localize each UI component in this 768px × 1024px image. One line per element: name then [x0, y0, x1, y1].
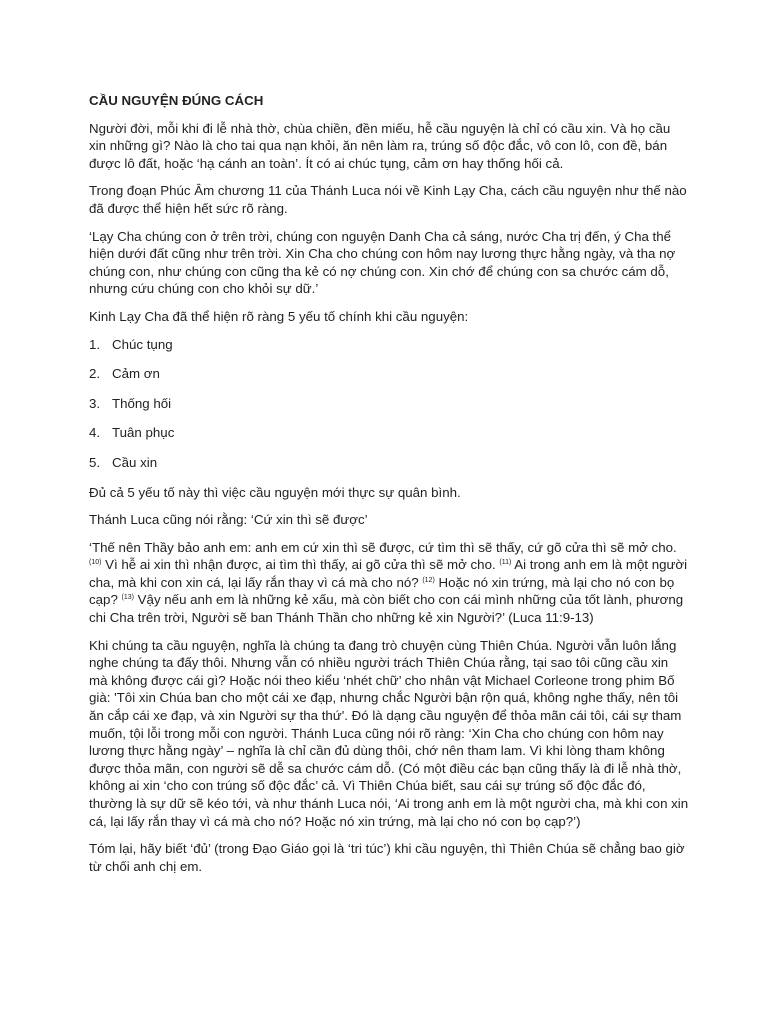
verse-number: (13)	[121, 594, 134, 602]
paragraph-lords-prayer: ‘Lạy Cha chúng con ở trên trời, chúng con nguyện Danh Cha cả sáng, nước Cha trị đến, ý Cha thể hiện dưới đất cũng như trên trời. Xin Cha cho chúng con hôm nay lương thực hằng ngày, và tha nợ chúng con, như chúng con cũng tha kẻ có nợ chúng con. Xin chớ để chúng con sa chước cám dỗ, nhưng cứu chúng con cho khỏi sự dữ.’	[89, 228, 676, 297]
verse-number: (11)	[499, 559, 512, 567]
list-text: Cầu xin	[112, 454, 158, 470]
paragraph-conclusion: Tóm lại, hãy biết ‘đủ’ (trong Đạo Giáo gọi là ‘tri túc’) khi cầu nguyện, thì Thiên Chúa sẽ chẳng bao giờ từ chối anh chị em.	[89, 841, 685, 874]
quote-text: Vậy nếu anh em là những kẻ xấu, mà còn biết cho con cái mình những của tốt lành, phương chi Cha trên trời, Người sẽ ban Thánh Thần cho những kẻ xin Người?’ (Luca 11:9-13)	[89, 592, 684, 626]
paragraph-balance: Đủ cả 5 yếu tố này thì việc cầu nguyện mới thực sự quân bình.	[89, 484, 461, 500]
paragraph-five-elements: Kinh Lạy Cha đã thể hiện rõ ràng 5 yếu tố chính khi cầu nguyện:	[89, 308, 469, 324]
list-number: 4.	[89, 425, 101, 441]
paragraph-luke-saying: Thánh Luca cũng nói rằng: ‘Cứ xin thì sẽ được’	[89, 512, 368, 528]
paragraph-intro: Người đời, mỗi khi đi lễ nhà thờ, chùa chiền, đền miếu, hễ cầu nguyện là chỉ có cầu xin. Và họ cầu xin những gì? Nào là cho tai qua nạn khỏi, ăn nên làm ra, trúng số độc đắc, vô con lô, con đề, bán được lô đất, hoặc ‘hạ cánh an toàn’. Ít có ai chúc tụng, cảm ơn hay thống hối cả.	[89, 120, 671, 171]
quote-text: ‘Thế nên Thầy bảo anh em: anh em cứ xin thì sẽ được, cứ tìm thì sẽ thấy, cứ gõ cửa thì sẽ mở cho.	[89, 539, 677, 555]
list-item	[89, 395, 689, 413]
list-item	[89, 424, 689, 442]
list-number: 2.	[89, 366, 101, 382]
list-text: Chúc tụng	[112, 336, 173, 352]
quote-text: Vì hễ ai xin thì nhận được, ai tìm thì thấy, ai gõ cửa thì sẽ mở cho.	[101, 557, 500, 573]
quote-text: Hoặc nó xin trứng, mà lại cho nó con bọ cạp?	[89, 574, 675, 608]
list-text: Cảm ơn	[112, 366, 160, 382]
list-item	[89, 454, 689, 472]
verse-number: (10)	[89, 559, 102, 567]
paragraph-luke-quote	[89, 539, 689, 627]
list-number: 1.	[89, 336, 101, 352]
paragraph-reflection: Khi chúng ta cầu nguyện, nghĩa là chúng ta đang trò chuyện cùng Thiên Chúa. Người vẫn luôn lắng nghe chúng ta đấy thôi. Nhưng vẫn có nhiều người trách Thiên Chúa rằng, tại sao tôi cũng cầu xin mà không được cái gì? Hoặc nói theo kiểu ‘nhét chữ’ cho nhân vật Michael Corleone trong phim Bố già: 'Tôi xin Chúa ban cho một cái xe đạp, nhưng chắc Người bận rộn quá, không nghe thấy, nên tôi ăn cắp cái xe đạp, và xin Người sự tha thứ'. Đó là dạng cầu nguyện để thỏa mãn cái tôi, cái sự tham muốn, tội lỗi trong mỗi con người. Thánh Luca cũng nói rõ ràng: ‘Xin Cha cho chúng con hôm nay lương thực hằng ngày’ – nghĩa là chỉ cần đủ dùng thôi, chớ nên tham lam. Vì khi lòng tham không được thỏa mãn, con người sẽ dễ sa chước cám dỗ. (Có một điều các bạn cũng thấy là đi lễ nhà thờ, không ai xin ‘cho con trúng số độc đắc’ cả. Vì Thiên Chúa biết, sau cái sự trúng số độc đắc đó, thường là sự dữ sẽ kéo tới, và như thánh Luca nói, ‘Ai trong anh em là một người cha, mà khi con xin cá, lại lấy rắn thay vì cá mà cho nó? Hoặc nó xin trứng, mà lại cho nó con bọ cạp?’)	[89, 637, 689, 829]
verse-number: (12)	[422, 576, 435, 584]
paragraph-gospel: Trong đoạn Phúc Âm chương 11 của Thánh Luca nói về Kinh Lạy Cha, cách cầu nguyện như thế nào đã được thể hiện hết sức rõ ràng.	[89, 183, 687, 216]
list-number: 5.	[89, 454, 101, 470]
list-text: Tuân phục	[112, 425, 175, 441]
quote-text: Ai trong anh em là một người cha, mà khi con xin cá, lại lấy rắn thay vì cá mà cho nó?	[89, 557, 688, 590]
list-item	[89, 336, 689, 354]
document-page	[89, 92, 689, 885]
document-title: CẦU NGUYỆN ĐÚNG CÁCH	[89, 93, 264, 108]
list-text: Thống hối	[112, 395, 172, 411]
list-number: 3.	[89, 395, 101, 411]
list-item	[89, 365, 689, 383]
